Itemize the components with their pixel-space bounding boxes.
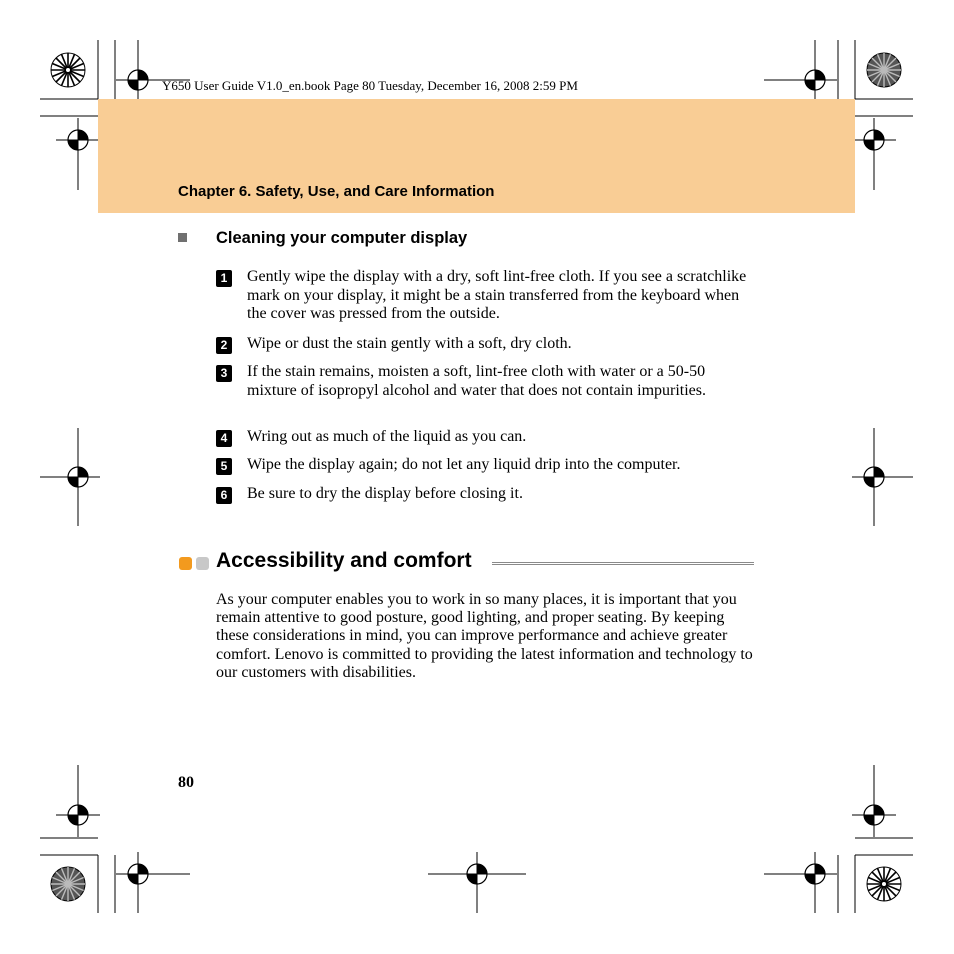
step-text: Wring out as much of the liquid as you can. <box>247 428 527 445</box>
subsection-heading: Cleaning your computer display <box>216 229 468 247</box>
chapter-title: Chapter 6. Safety, Use, and Care Information <box>178 183 495 200</box>
page-number: 80 <box>178 774 194 791</box>
step-text: Be sure to dry the display before closing it. <box>247 485 523 502</box>
step-number-badge: 3 <box>216 365 232 382</box>
step-number-badge: 5 <box>216 458 232 475</box>
book-slug-line: Y650 User Guide V1.0_en.book Page 80 Tuesday, December 16, 2008 2:59 PM <box>162 78 578 93</box>
step-number-badge: 2 <box>216 337 232 354</box>
step-number-badge: 1 <box>216 270 232 287</box>
section-body-paragraph: As your computer enables you to work in so many places, it is important that you remain attentive to good posture, good lighting, and proper seating. By keeping these considerations in mind, you can improve performance and achieve greater comfort. Lenovo is committed to providing the latest information and technology to our customers with disabilities. <box>216 591 753 681</box>
section-heading-rule <box>492 562 754 565</box>
section-marker-gray-icon <box>196 557 209 570</box>
step-number-badge: 4 <box>216 430 232 447</box>
square-bullet-icon <box>178 233 187 242</box>
step-text: Gently wipe the display with a dry, soft lint-free cloth. If you see a scratchlike mark on your display, it might be a stain transferred from the keyboard when the cover was pressed from the outside. <box>247 268 747 322</box>
step-text: If the stain remains, moisten a soft, lint-free cloth with water or a 50-50 mixture of isopropyl alcohol and water that does not contain impurities. <box>247 363 707 399</box>
step-number-badge: 6 <box>216 487 232 504</box>
section-marker-orange-icon <box>179 557 192 570</box>
section-heading: Accessibility and comfort <box>216 549 472 572</box>
step-text: Wipe the display again; do not let any liquid drip into the computer. <box>247 456 681 473</box>
step-text: Wipe or dust the stain gently with a soft, dry cloth. <box>247 335 572 352</box>
